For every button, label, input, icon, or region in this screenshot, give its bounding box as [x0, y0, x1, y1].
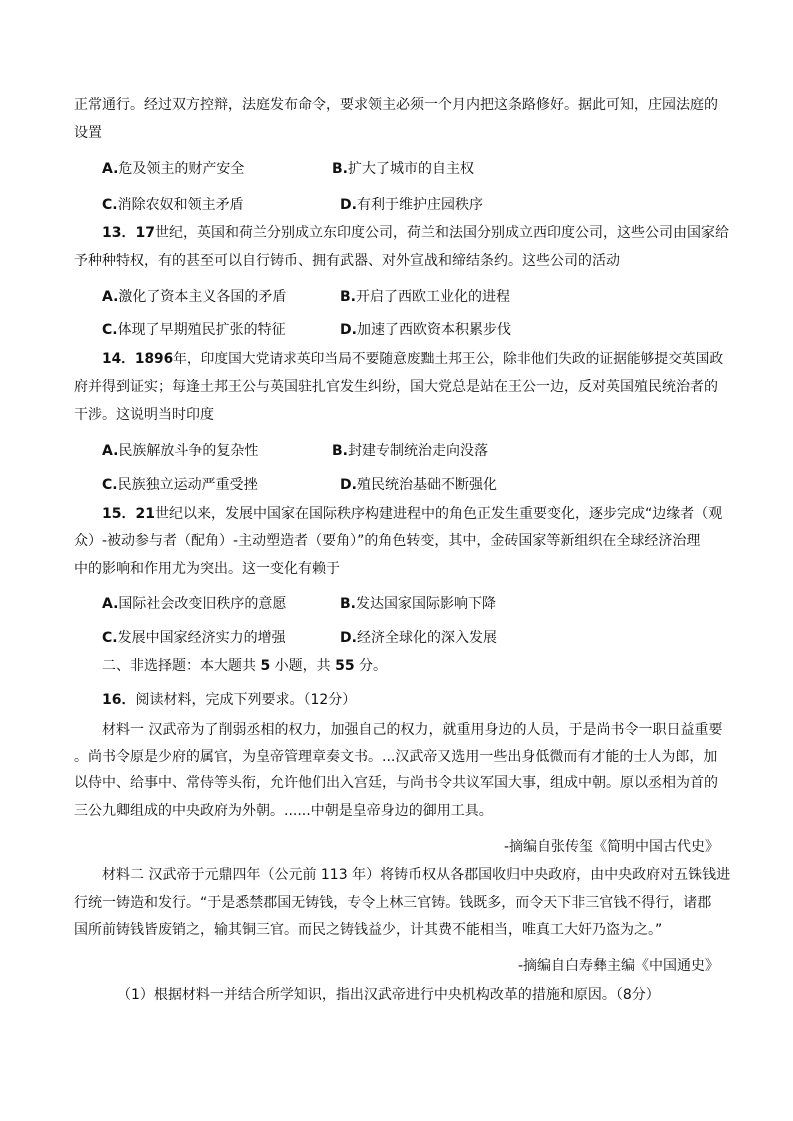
q13-option-a: A.激化了资本主义各国的矛盾: [102, 289, 287, 305]
q15-option-b: B.发达国家国际影响下降: [340, 596, 496, 612]
q13-option-b: B.开启了西欧工业化的进程: [340, 289, 510, 305]
q13-stem-line-1: 13．17世纪，英国和荷兰分别成立东印度公司，荷兰和法国分别成立西印度公司，这些公司由国家给: [102, 225, 729, 241]
q14-option-a: A.民族解放斗争的复杂性: [102, 443, 259, 459]
q15-option-c: C.发展中国家经济实力的增强: [102, 630, 286, 646]
q16-material-2-line-3: 国所前铸钱皆废销之，输其铜三官。而民之铸钱益少，计其费不能相当，唯真工大奸乃盗为之。”: [74, 922, 663, 938]
q12-option-b: B.扩大了城市的自主权: [332, 161, 474, 177]
q15-option-a: A.国际社会改变旧秩序的意愿: [102, 596, 287, 612]
q15-stem-line-3: 中的影响和作用尤为突出。这一变化有赖于: [74, 561, 340, 577]
q14-stem-line-2: 府并得到证实；每逢土邦王公与英国驻扎官发生纠纷，国大党总是站在王公一边，反对英国殖民统治者的: [74, 379, 718, 395]
q12-option-c: C.消除农奴和领主矛盾: [102, 197, 244, 213]
q16-sub-question-1: （1）根据材料一并结合所学知识，指出汉武帝进行中央机构改革的措施和原因。（8分）: [117, 987, 660, 1003]
q16-material-2-line-2: 行统一铸造和发行。“于是悉禁郡国无铸钱，专令上林三官铸。钱既多，而令天下非三官钱不得行，诸郡: [74, 895, 712, 911]
q16-material-1-line-2: 。尚书令原是少府的属官，为皇帝管理章奏文书。...汉武帝又选用一些出身低微而有才能的士人为郎，加: [74, 749, 718, 765]
q12-text-line-1: 正常通行。经过双方控辩，法庭发布命令，要求领主必须一个月内把这条路修好。据此可知，庄园法庭的: [74, 97, 718, 113]
q14-stem-line-1: 14．1896年，印度国大党请求英印当局不要随意废黜土邦王公，除非他们失政的证据能够提交英国政: [102, 351, 724, 367]
q15-option-d: D.经济全球化的深入发展: [340, 630, 497, 646]
q13-option-c: C.体现了早期殖民扩张的特征: [102, 322, 286, 338]
q14-option-d: D.殖民统治基础不断强化: [340, 477, 497, 493]
q12-option-d: D.有利于维护庄园秩序: [340, 197, 483, 213]
q15-stem-line-2: 众）-被动参与者（配角）-主动塑造者（要角）”的角色转变，其中，金砖国家等新组织在全球经济治理: [74, 533, 701, 549]
q16-material-1-line-1: 材料一 汉武帝为了削弱丞相的权力，加强自己的权力，就重用身边的人员，于是尚书令一职日益重要: [102, 722, 723, 738]
q14-option-b: B.封建专制统治走向没落: [332, 443, 488, 459]
q16-material-2-line-1: 材料二 汉武帝于元鼎四年（公元前 113 年）将铸币权从各郡国收归中央政府，由中央政府对五铢钱进: [102, 867, 731, 883]
q16-material-1-line-4: 三公九卿组成的中央政府为外朝。......中朝是皇帝身边的御用工具。: [74, 803, 493, 819]
q16-material-1-source: -摘编自张传玺《简明中国古代史》: [503, 839, 719, 855]
q12-option-a: A.危及领主的财产安全: [102, 161, 245, 177]
section-2-heading: 二、非选择题：本大题共 5 小题，共 55 分。: [102, 658, 388, 674]
q16-material-2-source: -摘编自白寿彝主编《中国通史》: [517, 958, 719, 974]
q15-stem-line-1: 15．21世纪以来，发展中国家在国际秩序构建进程中的角色正发生重要变化，逐步完成“边缘者（观: [102, 506, 723, 522]
q16-material-1-line-3: 以侍中、给事中、常侍等头衔，允许他们出入宫廷，与尚书令共议军国大事，组成中朝。原以丞相为首的: [74, 775, 718, 791]
q13-option-d: D.加速了西欧资本积累步伐: [340, 322, 511, 338]
q14-option-c: C.民族独立运动严重受挫: [102, 477, 258, 493]
q13-stem-line-2: 予种种特权，有的甚至可以自行铸币、拥有武器、对外宣战和缔结条约。这些公司的活动: [74, 253, 620, 269]
q16-title: 16．阅读材料，完成下列要求。（12分）: [102, 692, 357, 708]
q12-text-line-2: 设置: [74, 125, 102, 141]
q14-stem-line-3: 干涉。这说明当时印度: [74, 407, 214, 423]
